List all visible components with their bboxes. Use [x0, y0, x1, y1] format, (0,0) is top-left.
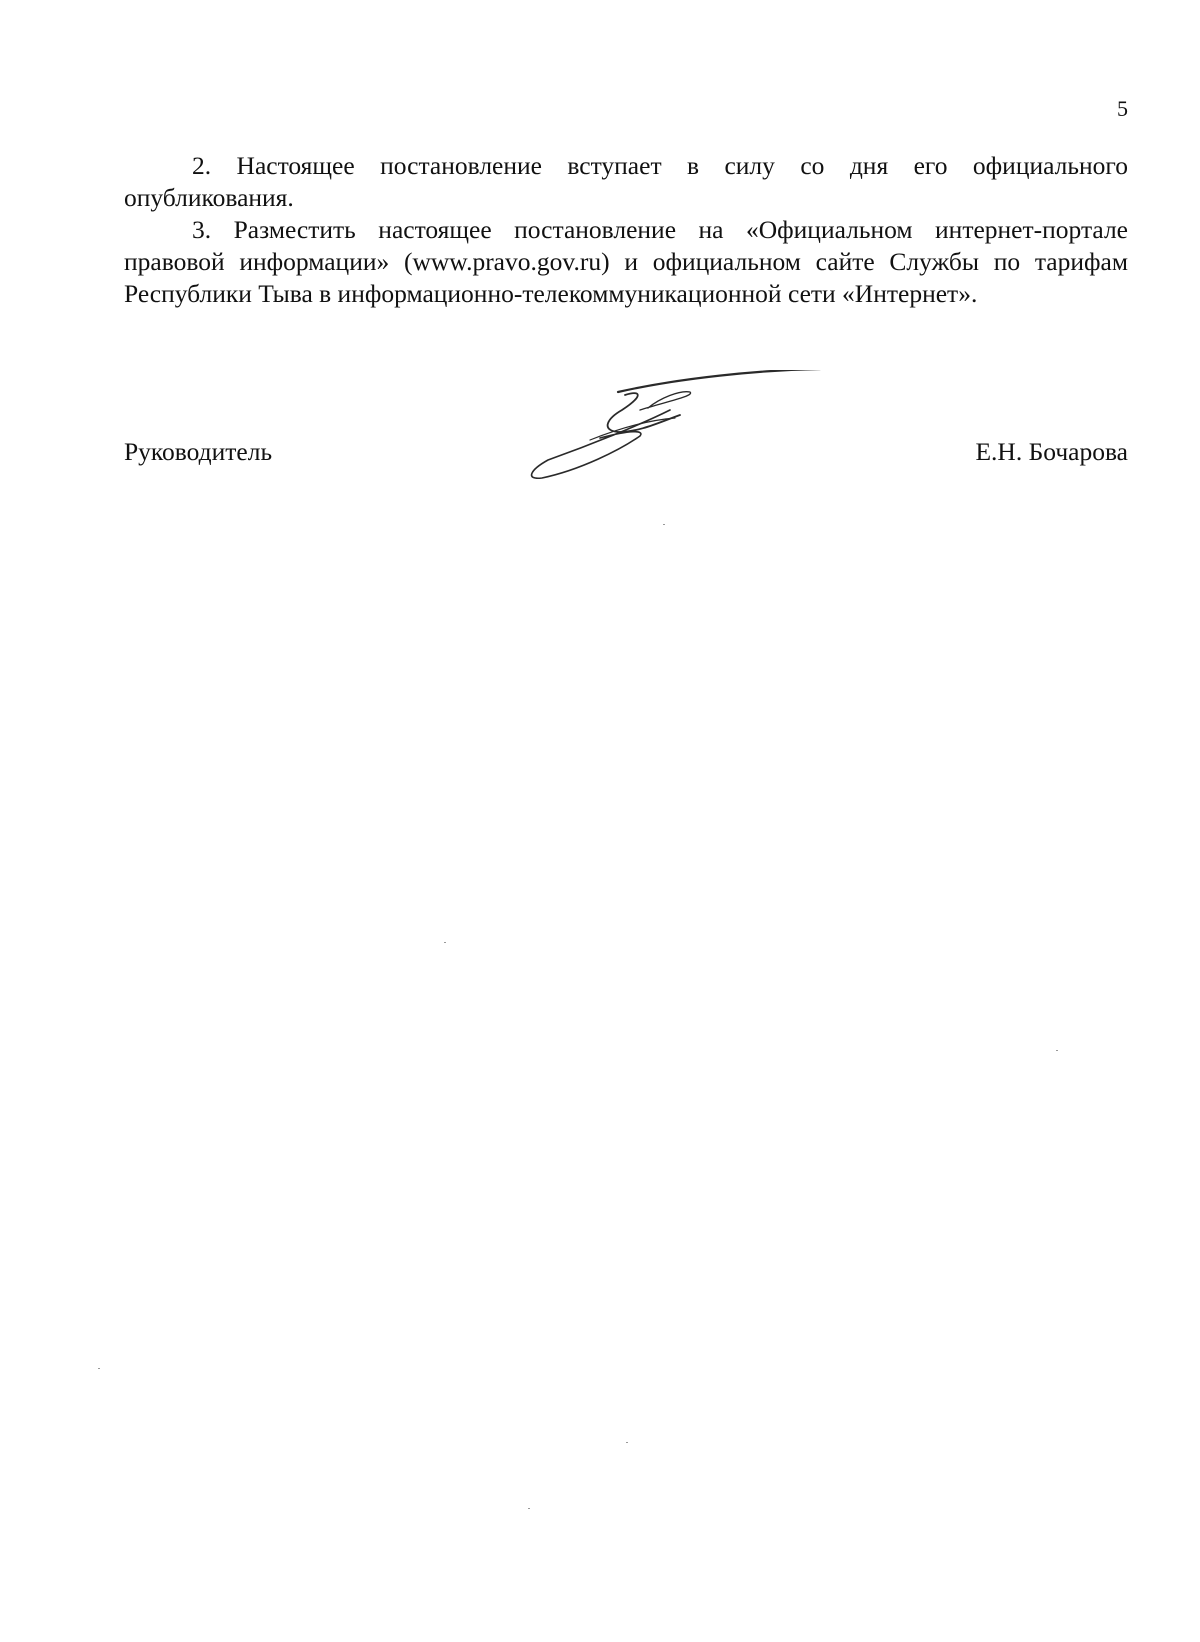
- signature-top-stroke: [618, 370, 820, 392]
- scan-speck: [444, 942, 446, 943]
- signature-block: [124, 436, 1128, 476]
- signatory-position: Руководитель: [124, 437, 273, 466]
- signatory-name: Е.Н. Бочарова: [975, 437, 1128, 466]
- handwritten-signature: [530, 370, 860, 500]
- scan-speck: [626, 1442, 628, 1443]
- document-body: [124, 150, 1128, 310]
- page-number: 5: [1117, 96, 1128, 121]
- scan-speck: [528, 1508, 530, 1509]
- paragraph-2: 2. Настоящее постановление вступает в силу со дня его официального опубликования.: [124, 151, 1128, 212]
- signature-loop-stroke: [608, 393, 680, 432]
- signature-cross-stroke: [640, 392, 691, 410]
- scan-speck: [1056, 1050, 1058, 1051]
- scan-speck: [663, 524, 665, 525]
- scan-speck: [98, 1368, 100, 1369]
- paragraph-3: 3. Разместить настоящее постановление на «Официальном интернет-портале правовой информации» (www.pravo.gov.ru) и официальном сайте Службы по тарифам Республики Тыва в информационно-телекоммуникационной сети «Интернет».: [124, 215, 1128, 308]
